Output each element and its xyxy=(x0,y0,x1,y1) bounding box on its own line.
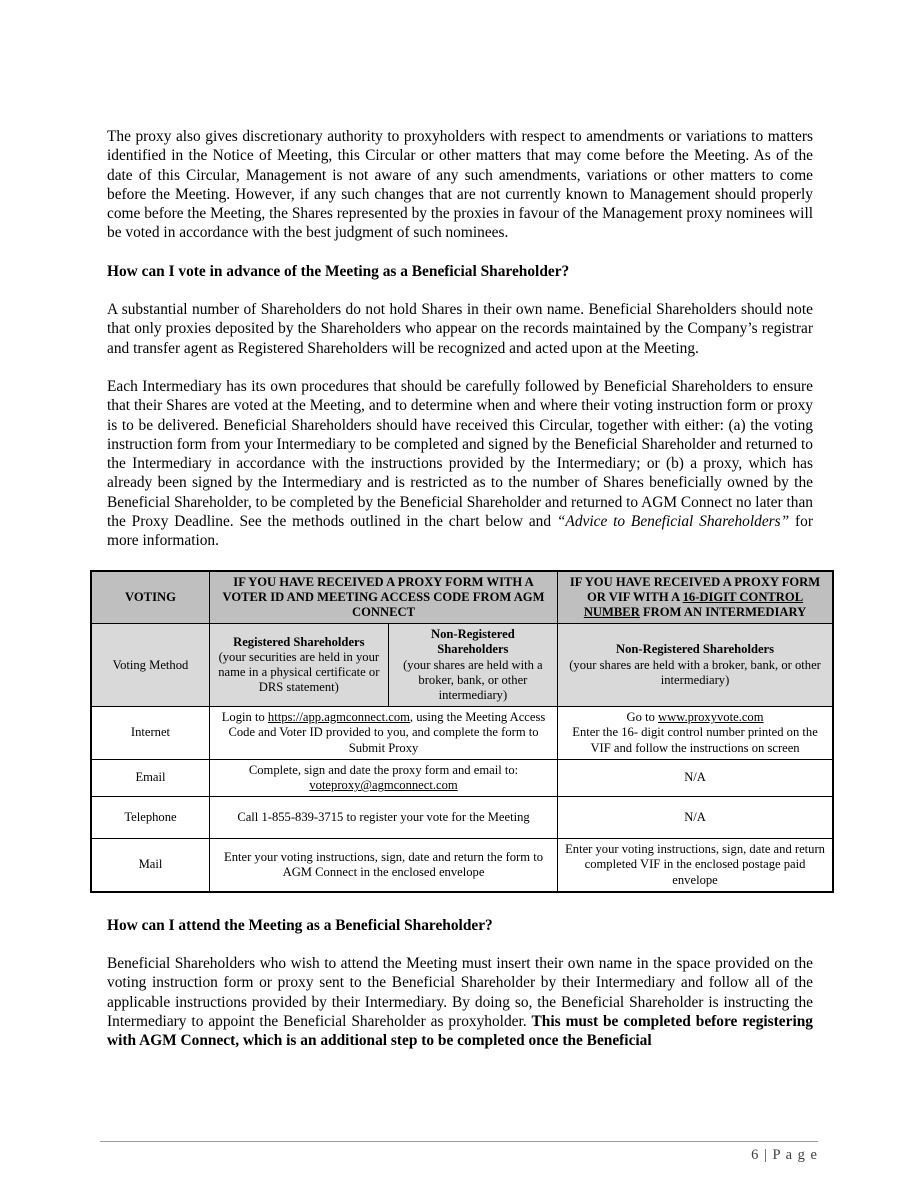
page-footer xyxy=(100,1141,818,1164)
document-body xyxy=(107,127,825,1070)
nonregistered-desc: (your shares are held with a broker, bank, or other intermediary) xyxy=(403,657,543,703)
email-agm-cell xyxy=(209,759,557,796)
internet-intermediary-cell xyxy=(558,707,833,760)
internet-agm-cell xyxy=(209,707,557,760)
telephone-intermediary-cell: N/A xyxy=(558,797,833,839)
paragraph-intermediary-procedures xyxy=(107,377,813,551)
paragraph-attend-instructions xyxy=(107,954,813,1050)
internet-agm-text: Login to xyxy=(221,710,268,725)
page-number: 6 | P a g e xyxy=(751,1147,818,1163)
heading-vote-advance: How can I vote in advance of the Meeting as a Beneficial Shareholder? xyxy=(107,262,570,280)
nonregistered-intermediary-cell xyxy=(558,624,833,707)
attend-text: Beneficial Shareholders who wish to attend the Meeting must insert their own name in the space provided on the voting instruction form or proxy sent to the Beneficial Shareholder by their Intermediary and follow all of the applicable instructions provided by their Intermediary. By doing so, the Beneficial Shareholder is instructing the Intermediary to appoint the Beneficial Shareholder as proxyholder. xyxy=(107,955,813,1031)
row-label-voting-method: Voting Method xyxy=(91,624,209,707)
paragraph-beneficial-holdings: A substantial number of Shareholders do not hold Shares in their own name. Beneficial Shareholders should note that only proxies deposited by the Shareholders who appear on the records maintained by the Company’s registrar and transfer agent as Registered Shareholders will be recognized and acted upon at the Meeting. xyxy=(107,301,813,357)
proxyvote-line xyxy=(564,710,826,725)
email-instruction-text: Complete, sign and date the proxy form and email to: xyxy=(248,762,519,777)
row-label-telephone: Telephone xyxy=(91,797,209,839)
intermediary-text: Each Intermediary has its own procedures that should be carefully followed by Beneficial Shareholders to ensure that their Shares are voted at the Meeting, and to determine when and where their voting instruction form or proxy is to be delivered. Beneficial Shareholders should have received this Circular, together with either: (a) the voting instruction form from your Intermediary to be completed and signed by the Beneficial Shareholder and returned to the Intermediary in accordance with the instructions provided by the Intermediary; or (b) a proxy, which has already been signed by the Intermediary and is restricted as to the number of Shares beneficially owned by the Beneficial Shareholder, to be completed by the Beneficial Shareholder and returned to AGM Connect no later than the Proxy Deadline. See the methods outlined in the chart below and xyxy=(107,377,813,531)
sixteen-digit-underline: 16-DIGIT CONTROL NUMBER xyxy=(583,589,804,620)
internet-agm-text-end: , using the Meeting Access Code and Voter ID provided to you, and complete the form to Submit Proxy xyxy=(228,710,546,755)
paragraph-discretionary-authority: The proxy also gives discretionary authority to proxyholders with respect to amendments or variations to matters identified in the Notice of Meeting, this Circular or other matters that may come before the Meeting. As of the date of this Circular, Management is not aware of any such amendments, variations or other matters to come before the Meeting. However, if any such changes that are not currently known to Management should properly come before the Meeting, the Shares represented by the proxies in favour of the Management proxy nominees will be voted in accordance with the best judgment of such nominees. xyxy=(107,128,813,242)
attend-bold-text: This must be completed before registering with AGM Connect, which is an additional step to be completed once the Beneficial xyxy=(107,1013,813,1050)
mail-agm-cell: Enter your voting instructions, sign, date and return the form to AGM Connect in the enclosed envelope xyxy=(209,839,557,892)
agmconnect-login-link[interactable]: https://app.agmconnect.com xyxy=(267,710,410,725)
mail-intermediary-cell: Enter your voting instructions, sign, date and return completed VIF in the enclosed postage paid envelope xyxy=(558,839,833,892)
email-intermediary-cell: N/A xyxy=(558,759,833,796)
telephone-row xyxy=(91,797,833,839)
voting-methods-table xyxy=(90,570,834,893)
proxyvote-link[interactable]: www.proxyvote.com xyxy=(658,710,764,725)
registered-shareholders-cell xyxy=(209,624,388,707)
row-label-mail: Mail xyxy=(91,839,209,892)
nonregistered2-desc: (your shares are held with a broker, bank, or other intermediary) xyxy=(569,657,821,687)
registered-title: Registered Shareholders xyxy=(233,634,365,649)
intermediary-header-text: IF YOU HAVE RECEIVED A PROXY FORM OR VIF WITH A xyxy=(569,574,821,604)
table-header-voting: VOTING xyxy=(91,571,209,624)
table-header-row xyxy=(91,571,833,624)
table-header-intermediary xyxy=(558,571,833,624)
nonregistered-title: Non-Registered Shareholders xyxy=(431,627,515,657)
row-label-email: Email xyxy=(91,759,209,796)
telephone-agm-cell: Call 1-855-839-3715 to register your vote for the Meeting xyxy=(209,797,557,839)
registered-desc: (your securities are held in your name in a physical certificate or DRS statement) xyxy=(218,650,380,695)
mail-row xyxy=(91,839,833,892)
nonregistered-shareholders-cell xyxy=(388,624,557,707)
email-row xyxy=(91,759,833,796)
row-label-internet: Internet xyxy=(91,707,209,760)
internet-row xyxy=(91,707,833,760)
voting-method-row xyxy=(91,624,833,707)
proxyvote-text: Go to xyxy=(626,710,659,725)
control-number-instructions: Enter the 16- digit control number printed on the VIF and follow the instructions on screen xyxy=(572,725,818,755)
heading-attend-meeting: How can I attend the Meeting as a Beneficial Shareholder? xyxy=(107,916,493,934)
intermediary-header-text-end: FROM AN INTERMEDIARY xyxy=(639,605,807,620)
intermediary-text-end: for more information. xyxy=(107,513,813,550)
advice-reference-italic: “Advice to Beneficial Shareholders” xyxy=(556,513,790,531)
voteproxy-email-link[interactable]: voteproxy@agmconnect.com xyxy=(309,778,458,793)
nonregistered2-title: Non-Registered Shareholders xyxy=(616,642,775,657)
table-header-agm-connect: IF YOU HAVE RECEIVED A PROXY FORM WITH A VOTER ID AND MEETING ACCESS CODE FROM AGM CONNECT xyxy=(209,571,557,624)
